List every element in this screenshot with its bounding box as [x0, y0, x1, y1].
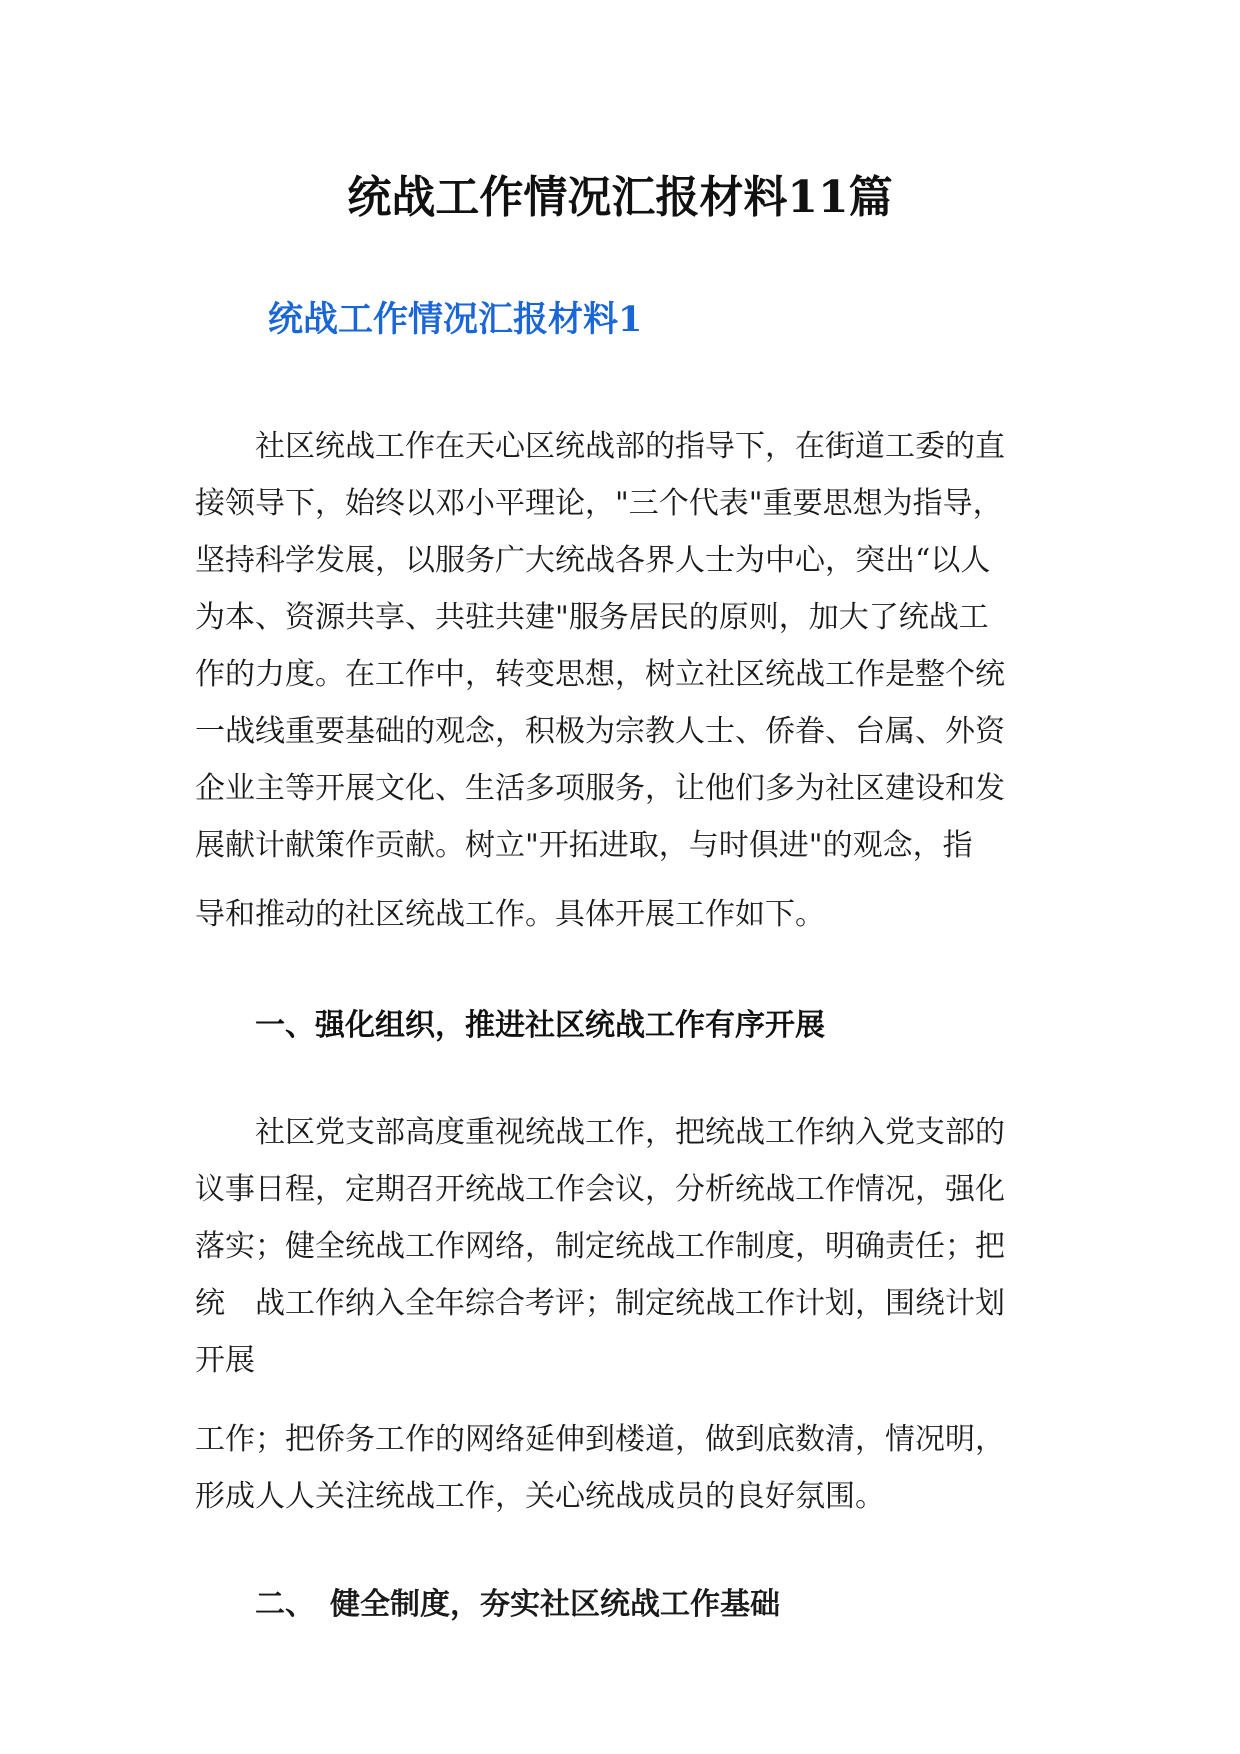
section-heading-2: 二、 健全制度，夯实社区统战工作基础: [255, 1587, 780, 1622]
section-heading-1: 一、强化组织，推进社区统战工作有序开展: [255, 1008, 825, 1043]
paragraph-line: 展献计献策作贡献。树立"开拓进取，与时俱进"的观念，指: [195, 828, 973, 863]
paragraph-line: 形成人人关注统战工作，关心统战成员的良好氛围。: [195, 1479, 885, 1514]
paragraph-line: 统 战工作纳入全年综合考评；制定统战工作计划，围绕计划: [195, 1286, 1005, 1321]
section-title: 统战工作情况汇报材料1: [268, 299, 643, 340]
paragraph-line: 为本、资源共享、共驻共建"服务居民的原则，加大了统战工: [195, 600, 989, 635]
paragraph-line: 坚持科学发展，以服务广大统战各界人士为中心，突出“以人: [195, 543, 991, 578]
paragraph-line: 开展: [195, 1343, 255, 1378]
paragraph-line: 议事日程，定期召开统战工作会议，分析统战工作情况，强化: [195, 1172, 1005, 1207]
paragraph-line: 作的力度。在工作中，转变思想，树立社区统战工作是整个统: [195, 657, 1005, 692]
paragraph-2: [195, 1104, 1075, 1389]
paragraph-line: 社区党支部高度重视统战工作，把统战工作纳入党支部的: [195, 1115, 1005, 1150]
paragraph-line: 企业主等开展文化、生活多项服务，让他们多为社区建设和发: [195, 771, 1005, 806]
document-title: 统战工作情况汇报材料11篇: [347, 172, 893, 223]
paragraph-line: 工作；把侨务工作的网络延伸到楼道，做到底数清，情况明，: [195, 1422, 1005, 1457]
paragraph-1: [195, 418, 1075, 943]
paragraph-line: 一战线重要基础的观念，积极为宗教人士、侨眷、台属、外资: [195, 714, 1005, 749]
paragraph-line: 接领导下，始终以邓小平理论，"三个代表"重要思想为指导，: [195, 486, 1003, 521]
paragraph-3: [195, 1411, 1075, 1525]
paragraph-line: 导和推动的社区统战工作。具体开展工作如下。: [195, 897, 825, 932]
paragraph-line: 社区统战工作在天心区统战部的指导下，在街道工委的直: [195, 429, 1005, 464]
paragraph-line: 落实；健全统战工作网络，制定统战工作制度，明确责任；把: [195, 1229, 1005, 1264]
